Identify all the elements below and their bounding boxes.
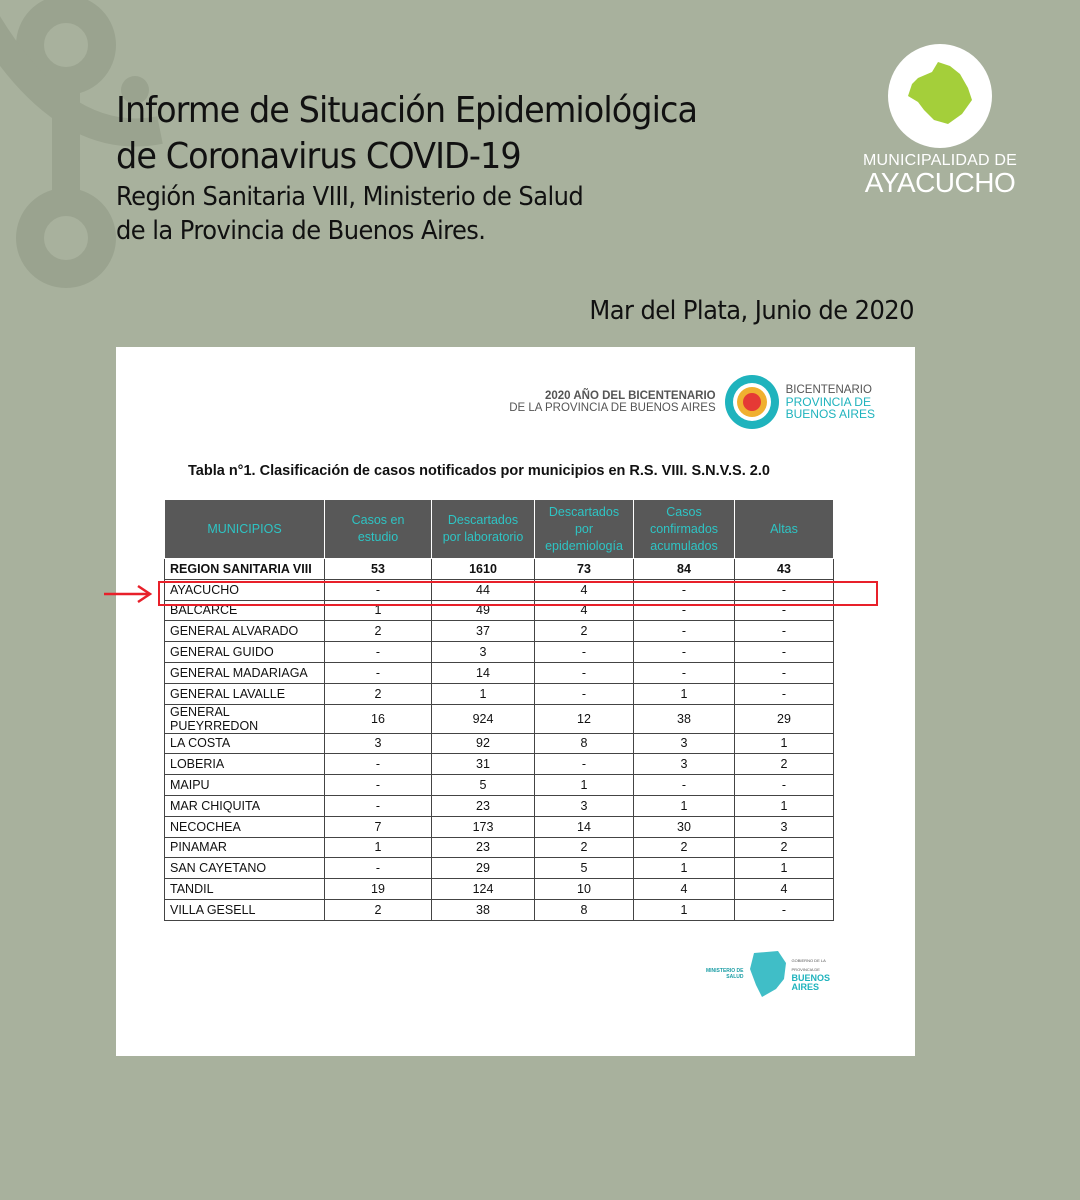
table-total-row <box>165 559 834 580</box>
table-cell: 1 <box>634 858 735 879</box>
municipality-logo <box>860 44 1020 196</box>
table-cell: 38 <box>432 899 535 920</box>
province-map-icon <box>748 949 788 999</box>
bicentenario-right-line2: PROVINCIA DE <box>785 395 871 409</box>
table-row <box>165 775 834 796</box>
report-date: Mar del Plata, Junio de 2020 <box>589 296 914 326</box>
table-cell: 53 <box>325 559 432 580</box>
table-cell: 19 <box>325 879 432 900</box>
table-cell: 7 <box>325 816 432 837</box>
table-cell: 1 <box>735 858 834 879</box>
report-header <box>116 88 741 248</box>
table-cell: - <box>735 621 834 642</box>
municipality-map-icon <box>888 44 992 148</box>
table-row <box>165 733 834 754</box>
table-cell: TANDIL <box>165 879 325 900</box>
table-cell: - <box>735 579 834 600</box>
table-cell: 3 <box>535 795 634 816</box>
table-cell: 173 <box>432 816 535 837</box>
table-cell: 2 <box>634 837 735 858</box>
table-cell: GENERAL GUIDO <box>165 642 325 663</box>
header-municipios: MUNICIPIOS <box>165 500 325 559</box>
table-cell: BALCARCE <box>165 600 325 621</box>
table-cell: 1 <box>634 795 735 816</box>
report-title-line2: de Coronavirus COVID-19 <box>116 136 521 177</box>
table-cell: - <box>325 642 432 663</box>
table-cell: GENERAL LAVALLE <box>165 683 325 704</box>
table-cell: 3 <box>735 816 834 837</box>
ministry-label-line1: MINISTERIO DE <box>706 968 744 974</box>
table-row <box>165 837 834 858</box>
table-cell: 1 <box>432 683 535 704</box>
table-cell: - <box>735 683 834 704</box>
table-cell: 2 <box>535 837 634 858</box>
table-row <box>165 704 834 733</box>
table-cell: LA COSTA <box>165 733 325 754</box>
bicentenario-logo <box>509 373 875 431</box>
table-row <box>165 879 834 900</box>
table-cell: 3 <box>634 754 735 775</box>
table-cell: 2 <box>735 837 834 858</box>
table-cell: 37 <box>432 621 535 642</box>
table-cell: - <box>634 600 735 621</box>
table-cell: VILLA GESELL <box>165 899 325 920</box>
table-cell: - <box>735 775 834 796</box>
header-casos-confirmados: Casos confirmados acumulados <box>634 500 735 559</box>
table-cell: 10 <box>535 879 634 900</box>
table-cell: 5 <box>432 775 535 796</box>
report-title-line1: Informe de Situación Epidemiológica <box>116 90 698 131</box>
table-cell: 3 <box>634 733 735 754</box>
cases-table <box>164 499 834 921</box>
header-altas: Altas <box>735 500 834 559</box>
table-cell: 29 <box>735 704 834 733</box>
table-cell: 73 <box>535 559 634 580</box>
header-descartados-epidemiologia: Descartados por epidemiología <box>535 500 634 559</box>
ministry-logo <box>706 949 830 999</box>
table-cell: - <box>634 662 735 683</box>
table-cell: - <box>325 795 432 816</box>
table-cell: AYACUCHO <box>165 579 325 600</box>
table-cell: 12 <box>535 704 634 733</box>
table-cell: 3 <box>432 642 535 663</box>
report-subtitle-line2: de la Provincia de Buenos Aires. <box>116 216 486 246</box>
table-cell: 924 <box>432 704 535 733</box>
table-cell: 4 <box>735 879 834 900</box>
gov-label-line1: GOBIERNO DE LA <box>791 958 826 963</box>
table-cell: 124 <box>432 879 535 900</box>
gov-label-line4: AIRES <box>791 982 820 992</box>
table-cell: 3 <box>325 733 432 754</box>
sun-emblem-icon <box>724 374 780 430</box>
table-row <box>165 899 834 920</box>
table-cell: 4 <box>634 879 735 900</box>
table-cell: 31 <box>432 754 535 775</box>
table-title: Tabla n°1. Clasificación de casos notificados por municipios en R.S. VIII. S.N.V.S. 2.0 <box>188 463 770 479</box>
table-cell: - <box>535 662 634 683</box>
table-cell: 5 <box>535 858 634 879</box>
bicentenario-right-line1: BICENTENARIO <box>785 384 872 396</box>
table-cell: 44 <box>432 579 535 600</box>
table-cell: 1 <box>634 899 735 920</box>
table-cell: 2 <box>325 899 432 920</box>
table-cell: 23 <box>432 795 535 816</box>
table-cell: 1610 <box>432 559 535 580</box>
ministry-label-line2: SALUD <box>726 974 744 980</box>
table-cell: 16 <box>325 704 432 733</box>
table-row <box>165 642 834 663</box>
table-cell: - <box>325 754 432 775</box>
table-cell: 1 <box>325 837 432 858</box>
table-row <box>165 754 834 775</box>
table-cell: - <box>634 579 735 600</box>
table-cell: 1 <box>535 775 634 796</box>
table-cell: 2 <box>325 683 432 704</box>
table-cell: PINAMAR <box>165 837 325 858</box>
table-cell: - <box>735 899 834 920</box>
table-cell: 2 <box>325 621 432 642</box>
bicentenario-text-line1: 2020 AÑO DEL BICENTENARIO <box>545 390 716 402</box>
table-cell: - <box>634 775 735 796</box>
document-image <box>116 347 915 1056</box>
table-cell: 30 <box>634 816 735 837</box>
table-cell: - <box>535 642 634 663</box>
table-cell: - <box>535 754 634 775</box>
table-cell: REGION SANITARIA VIII <box>165 559 325 580</box>
table-cell: LOBERIA <box>165 754 325 775</box>
table-cell: - <box>735 600 834 621</box>
table-cell: - <box>325 775 432 796</box>
municipality-label-line1: MUNICIPALIDAD DE <box>862 152 1018 169</box>
table-cell: GENERAL ALVARADO <box>165 621 325 642</box>
table-cell: MAIPU <box>165 775 325 796</box>
table-cell: GENERAL PUEYRREDON <box>165 704 325 733</box>
table-cell: 92 <box>432 733 535 754</box>
table-cell: - <box>634 642 735 663</box>
table-cell: 38 <box>634 704 735 733</box>
table-row <box>165 621 834 642</box>
bicentenario-right-line3: BUENOS AIRES <box>785 407 875 421</box>
table-cell: 29 <box>432 858 535 879</box>
table-cell: 1 <box>634 683 735 704</box>
table-row <box>165 683 834 704</box>
table-cell: 43 <box>735 559 834 580</box>
municipality-label-line2: AYACUCHO <box>864 167 1016 198</box>
table-cell: 1 <box>735 733 834 754</box>
table-cell: - <box>325 662 432 683</box>
gov-label-line2: PROVINCIA DE <box>791 967 820 972</box>
bicentenario-text-line2: DE LA PROVINCIA DE BUENOS AIRES <box>509 402 716 414</box>
table-cell: MAR CHIQUITA <box>165 795 325 816</box>
table-cell: 2 <box>535 621 634 642</box>
table-cell: - <box>325 858 432 879</box>
table-header-row <box>165 500 834 559</box>
table-cell: 8 <box>535 899 634 920</box>
table-row <box>165 795 834 816</box>
table-cell: - <box>325 579 432 600</box>
table-cell: - <box>535 683 634 704</box>
table-cell: 4 <box>535 579 634 600</box>
table-row <box>165 816 834 837</box>
table-cell: 49 <box>432 600 535 621</box>
table-cell: 8 <box>535 733 634 754</box>
table-cell: 14 <box>535 816 634 837</box>
table-cell: 1 <box>325 600 432 621</box>
report-subtitle-line1: Región Sanitaria VIII, Ministerio de Salud <box>116 182 584 212</box>
header-descartados-laboratorio: Descartados por laboratorio <box>432 500 535 559</box>
table-cell: 4 <box>535 600 634 621</box>
gov-label-line3: BUENOS <box>791 973 831 983</box>
ayacucho-highlight-box <box>158 581 878 606</box>
table-cell: - <box>634 621 735 642</box>
red-arrow-icon <box>102 584 154 604</box>
table-row <box>165 662 834 683</box>
table-cell: 23 <box>432 837 535 858</box>
table-cell: SAN CAYETANO <box>165 858 325 879</box>
table-cell: - <box>735 642 834 663</box>
table-cell: 14 <box>432 662 535 683</box>
table-cell: GENERAL MADARIAGA <box>165 662 325 683</box>
table-cell: 84 <box>634 559 735 580</box>
table-row <box>165 858 834 879</box>
header-casos-en-estudio: Casos en estudio <box>325 500 432 559</box>
table-cell: NECOCHEA <box>165 816 325 837</box>
table-cell: 1 <box>735 795 834 816</box>
table-cell: - <box>735 662 834 683</box>
table-cell: 2 <box>735 754 834 775</box>
